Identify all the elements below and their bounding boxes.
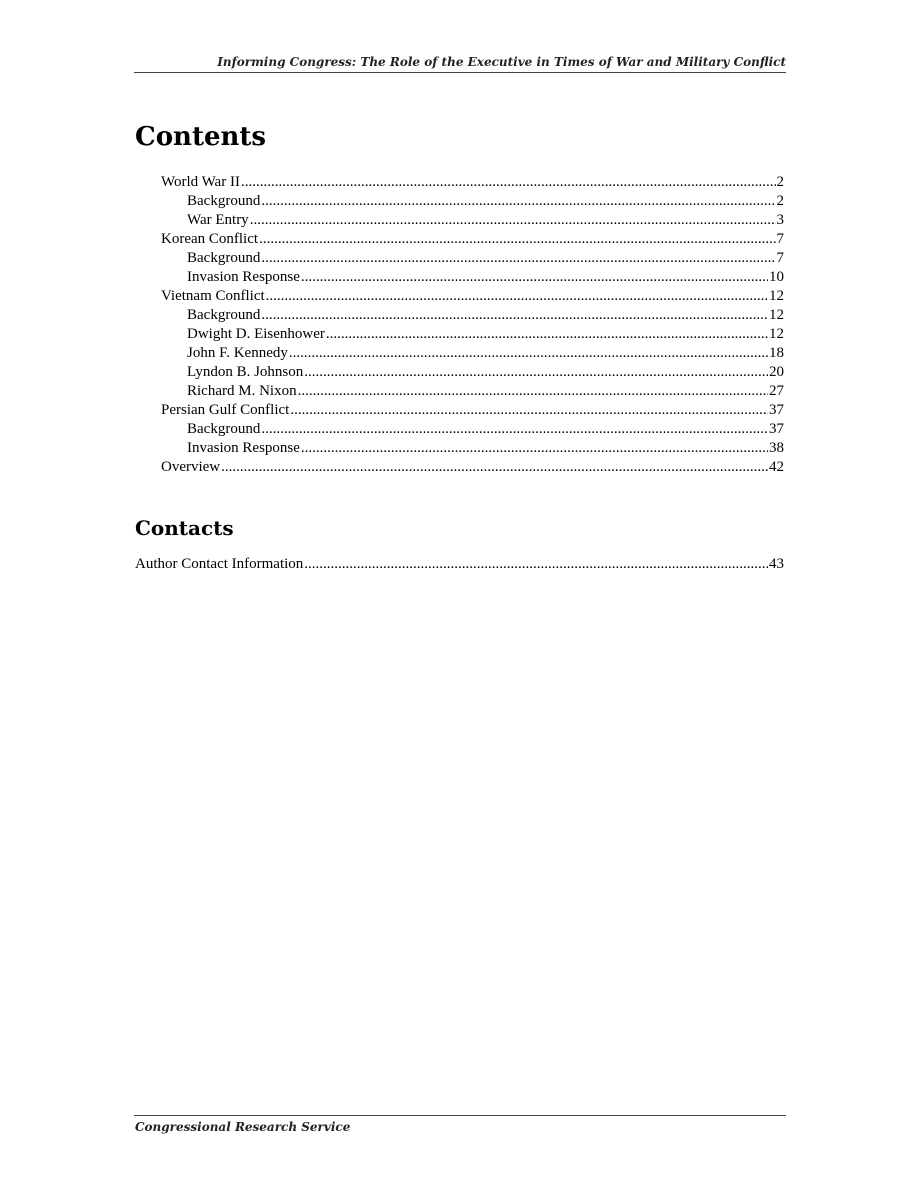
running-footer: Congressional Research Service <box>135 1120 351 1134</box>
toc-entry-page-number: 10 <box>769 269 784 285</box>
running-header: Informing Congress: The Role of the Executive in Times of War and Military Conflict <box>217 55 786 69</box>
toc-entry-label: Background <box>187 193 261 209</box>
dot-leader <box>221 458 768 477</box>
toc-entry-label: Dwight D. Eisenhower <box>187 326 325 342</box>
dot-leader <box>261 420 768 439</box>
toc-entry[interactable] <box>135 268 784 287</box>
toc-entry-page-number: 12 <box>769 288 784 304</box>
toc-entry-page-number: 2 <box>776 174 784 190</box>
dot-leader <box>304 555 768 574</box>
dot-leader <box>261 306 768 325</box>
toc-entry[interactable] <box>135 363 784 382</box>
toc-entry[interactable] <box>135 325 784 344</box>
toc-entry[interactable] <box>135 439 784 458</box>
toc-entry[interactable] <box>135 458 784 477</box>
toc-entry-label: Overview <box>161 459 221 475</box>
toc-entry-page-number: 18 <box>769 345 784 361</box>
toc-entry-page-number: 12 <box>769 326 784 342</box>
toc-entry-label: Persian Gulf Conflict <box>161 402 290 418</box>
contacts-toc <box>135 555 784 574</box>
toc-entry[interactable] <box>135 306 784 325</box>
toc-entry[interactable] <box>135 287 784 306</box>
toc-entry-page-number: 12 <box>769 307 784 323</box>
toc-entry-label: Background <box>187 421 261 437</box>
dot-leader <box>289 344 768 363</box>
toc-entry-label: Invasion Response <box>187 269 300 285</box>
dot-leader <box>261 192 775 211</box>
toc-entry[interactable] <box>135 230 784 249</box>
toc-entry[interactable] <box>135 344 784 363</box>
dot-leader <box>304 363 768 382</box>
contents-toc <box>135 173 784 477</box>
toc-entry[interactable] <box>135 555 784 574</box>
dot-leader <box>266 287 768 306</box>
footer-rule <box>134 1115 786 1116</box>
toc-entry-page-number: 3 <box>776 212 784 228</box>
toc-entry-label: Invasion Response <box>187 440 300 456</box>
toc-entry-page-number: 7 <box>776 231 784 247</box>
toc-entry-page-number: 37 <box>769 421 784 437</box>
toc-entry-page-number: 2 <box>776 193 784 209</box>
toc-entry[interactable] <box>135 173 784 192</box>
toc-entry-label: John F. Kennedy <box>187 345 288 361</box>
toc-entry[interactable] <box>135 211 784 230</box>
header-rule <box>134 72 786 73</box>
toc-entry-label: Author Contact Information <box>135 556 304 572</box>
dot-leader <box>298 382 768 401</box>
toc-entry[interactable] <box>135 249 784 268</box>
dot-leader <box>290 401 768 420</box>
toc-entry-label: War Entry <box>187 212 249 228</box>
contents-heading: Contents <box>135 122 267 152</box>
toc-entry[interactable] <box>135 192 784 211</box>
dot-leader <box>261 249 775 268</box>
toc-entry-label: Background <box>187 250 261 266</box>
toc-entry-page-number: 20 <box>769 364 784 380</box>
dot-leader <box>301 268 768 287</box>
toc-entry[interactable] <box>135 382 784 401</box>
dot-leader <box>241 173 776 192</box>
toc-entry-label: Korean Conflict <box>161 231 259 247</box>
toc-entry-page-number: 38 <box>769 440 784 456</box>
toc-entry-page-number: 37 <box>769 402 784 418</box>
dot-leader <box>301 439 768 458</box>
contacts-heading: Contacts <box>135 516 234 540</box>
toc-entry[interactable] <box>135 401 784 420</box>
toc-entry-label: Background <box>187 307 261 323</box>
toc-entry-label: Lyndon B. Johnson <box>187 364 304 380</box>
toc-entry-label: Vietnam Conflict <box>161 288 265 304</box>
toc-entry-page-number: 43 <box>769 556 784 572</box>
toc-entry-page-number: 27 <box>769 383 784 399</box>
toc-entry-page-number: 42 <box>769 459 784 475</box>
dot-leader <box>259 230 775 249</box>
dot-leader <box>326 325 768 344</box>
toc-entry-label: Richard M. Nixon <box>187 383 297 399</box>
toc-entry-label: World War II <box>161 174 240 190</box>
dot-leader <box>250 211 776 230</box>
toc-entry-page-number: 7 <box>776 250 784 266</box>
toc-entry[interactable] <box>135 420 784 439</box>
